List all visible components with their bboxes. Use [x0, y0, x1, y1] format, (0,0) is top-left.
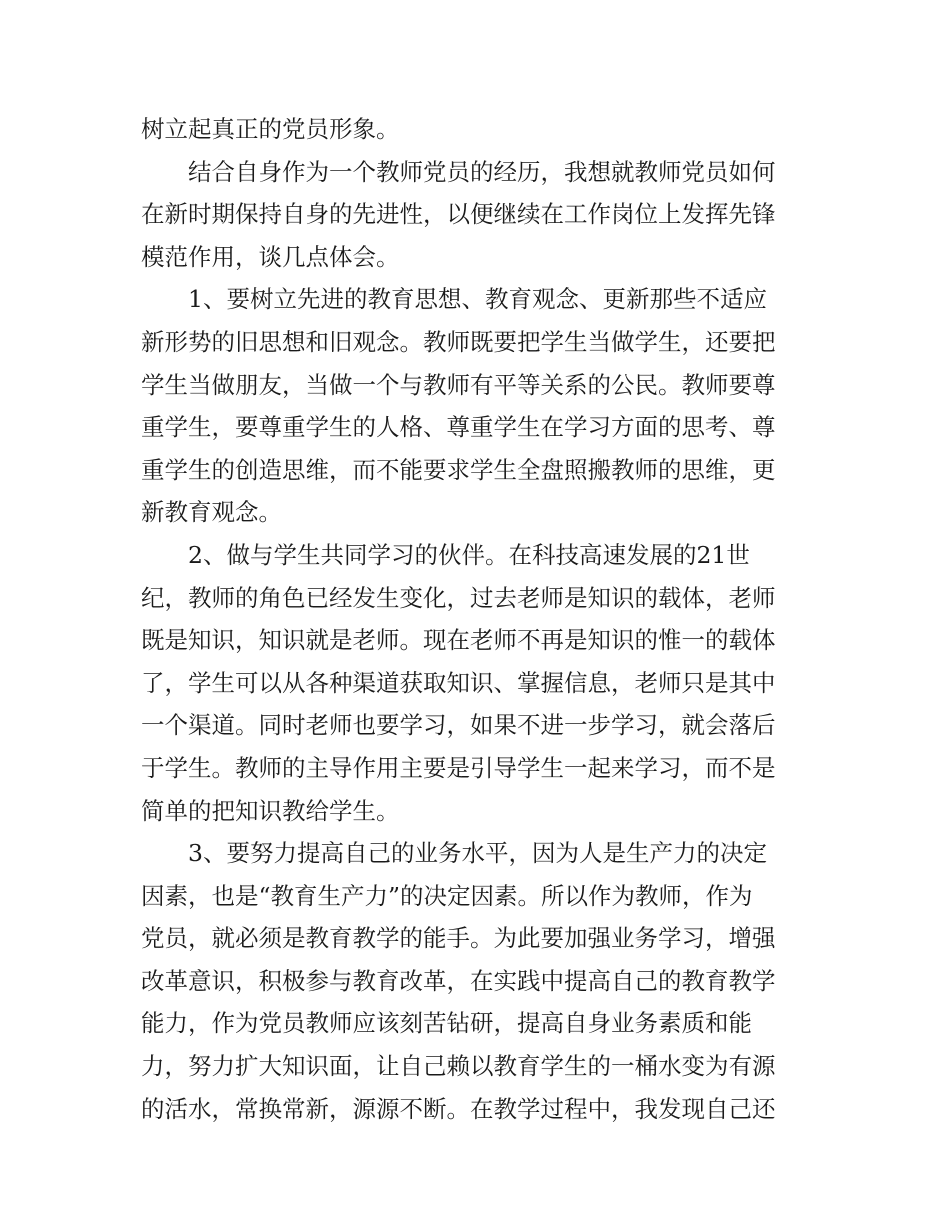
text-line: 能力，作为党员教师应该刻苦钻研，提高自身业务素质和能 [141, 1009, 752, 1038]
text-line: 了，学生可以从各种渠道获取知识、掌握信息，老师只是其中 [141, 668, 776, 697]
text-line: 在新时期保持自身的先进性，以便继续在工作岗位上发挥先锋 [141, 200, 776, 229]
paragraph-first-line: 2、做与学生共同学习的伙伴。在科技高速发展的21世 [188, 540, 750, 569]
text-line: 学生当做朋友，当做一个与教师有平等关系的公民。教师要尊 [141, 370, 776, 399]
text-line: 纪，教师的角色已经发生变化，过去老师是知识的载体，老师 [141, 583, 776, 612]
text-line: 的活水，常换常新，源源不断。在教学过程中，我发现自己还 [141, 1094, 776, 1123]
text-line: 力，努力扩大知识面，让自己赖以教育学生的一桶水变为有源 [141, 1052, 776, 1081]
text-line: 简单的把知识教给学生。 [141, 796, 400, 825]
text-line: 既是知识，知识就是老师。现在老师不再是知识的惟一的载体 [141, 626, 776, 655]
paragraph-first-line: 1、要树立先进的教育思想、教育观念、更新那些不适应 [188, 285, 767, 314]
text-line: 重学生，要尊重学生的人格、尊重学生在学习方面的思考、尊 [141, 413, 776, 442]
document-body [141, 108, 813, 1130]
text-line: 树立起真正的党员形象。 [141, 115, 400, 143]
text-line: 模范作用，谈几点体会。 [141, 242, 400, 271]
paragraph-first-line: 3、要努力提高自己的业务水平，因为人是生产力的决定 [188, 839, 767, 868]
text-line: 党员，就必须是教育教学的能手。为此要加强业务学习，增强 [141, 924, 776, 953]
text-line: 一个渠道。同时老师也要学习，如果不进一步学习，就会落后 [141, 711, 776, 740]
text-line: 重学生的创造思维，而不能要求学生全盘照搬教师的思维，更 [141, 455, 776, 484]
text-line: 因素，也是“教育生产力”的决定因素。所以作为教师，作为 [141, 881, 753, 910]
text-line: 改革意识，积极参与教育改革，在实践中提高自己的教育教学 [141, 966, 776, 995]
paragraph-first-line: 结合自身作为一个教师党员的经历，我想就教师党员如何 [188, 157, 776, 186]
text-line: 新教育观念。 [141, 498, 282, 527]
text-line: 于学生。教师的主导作用主要是引导学生一起来学习，而不是 [141, 753, 776, 782]
text-line: 新形势的旧思想和旧观念。教师既要把学生当做学生，还要把 [141, 327, 776, 356]
